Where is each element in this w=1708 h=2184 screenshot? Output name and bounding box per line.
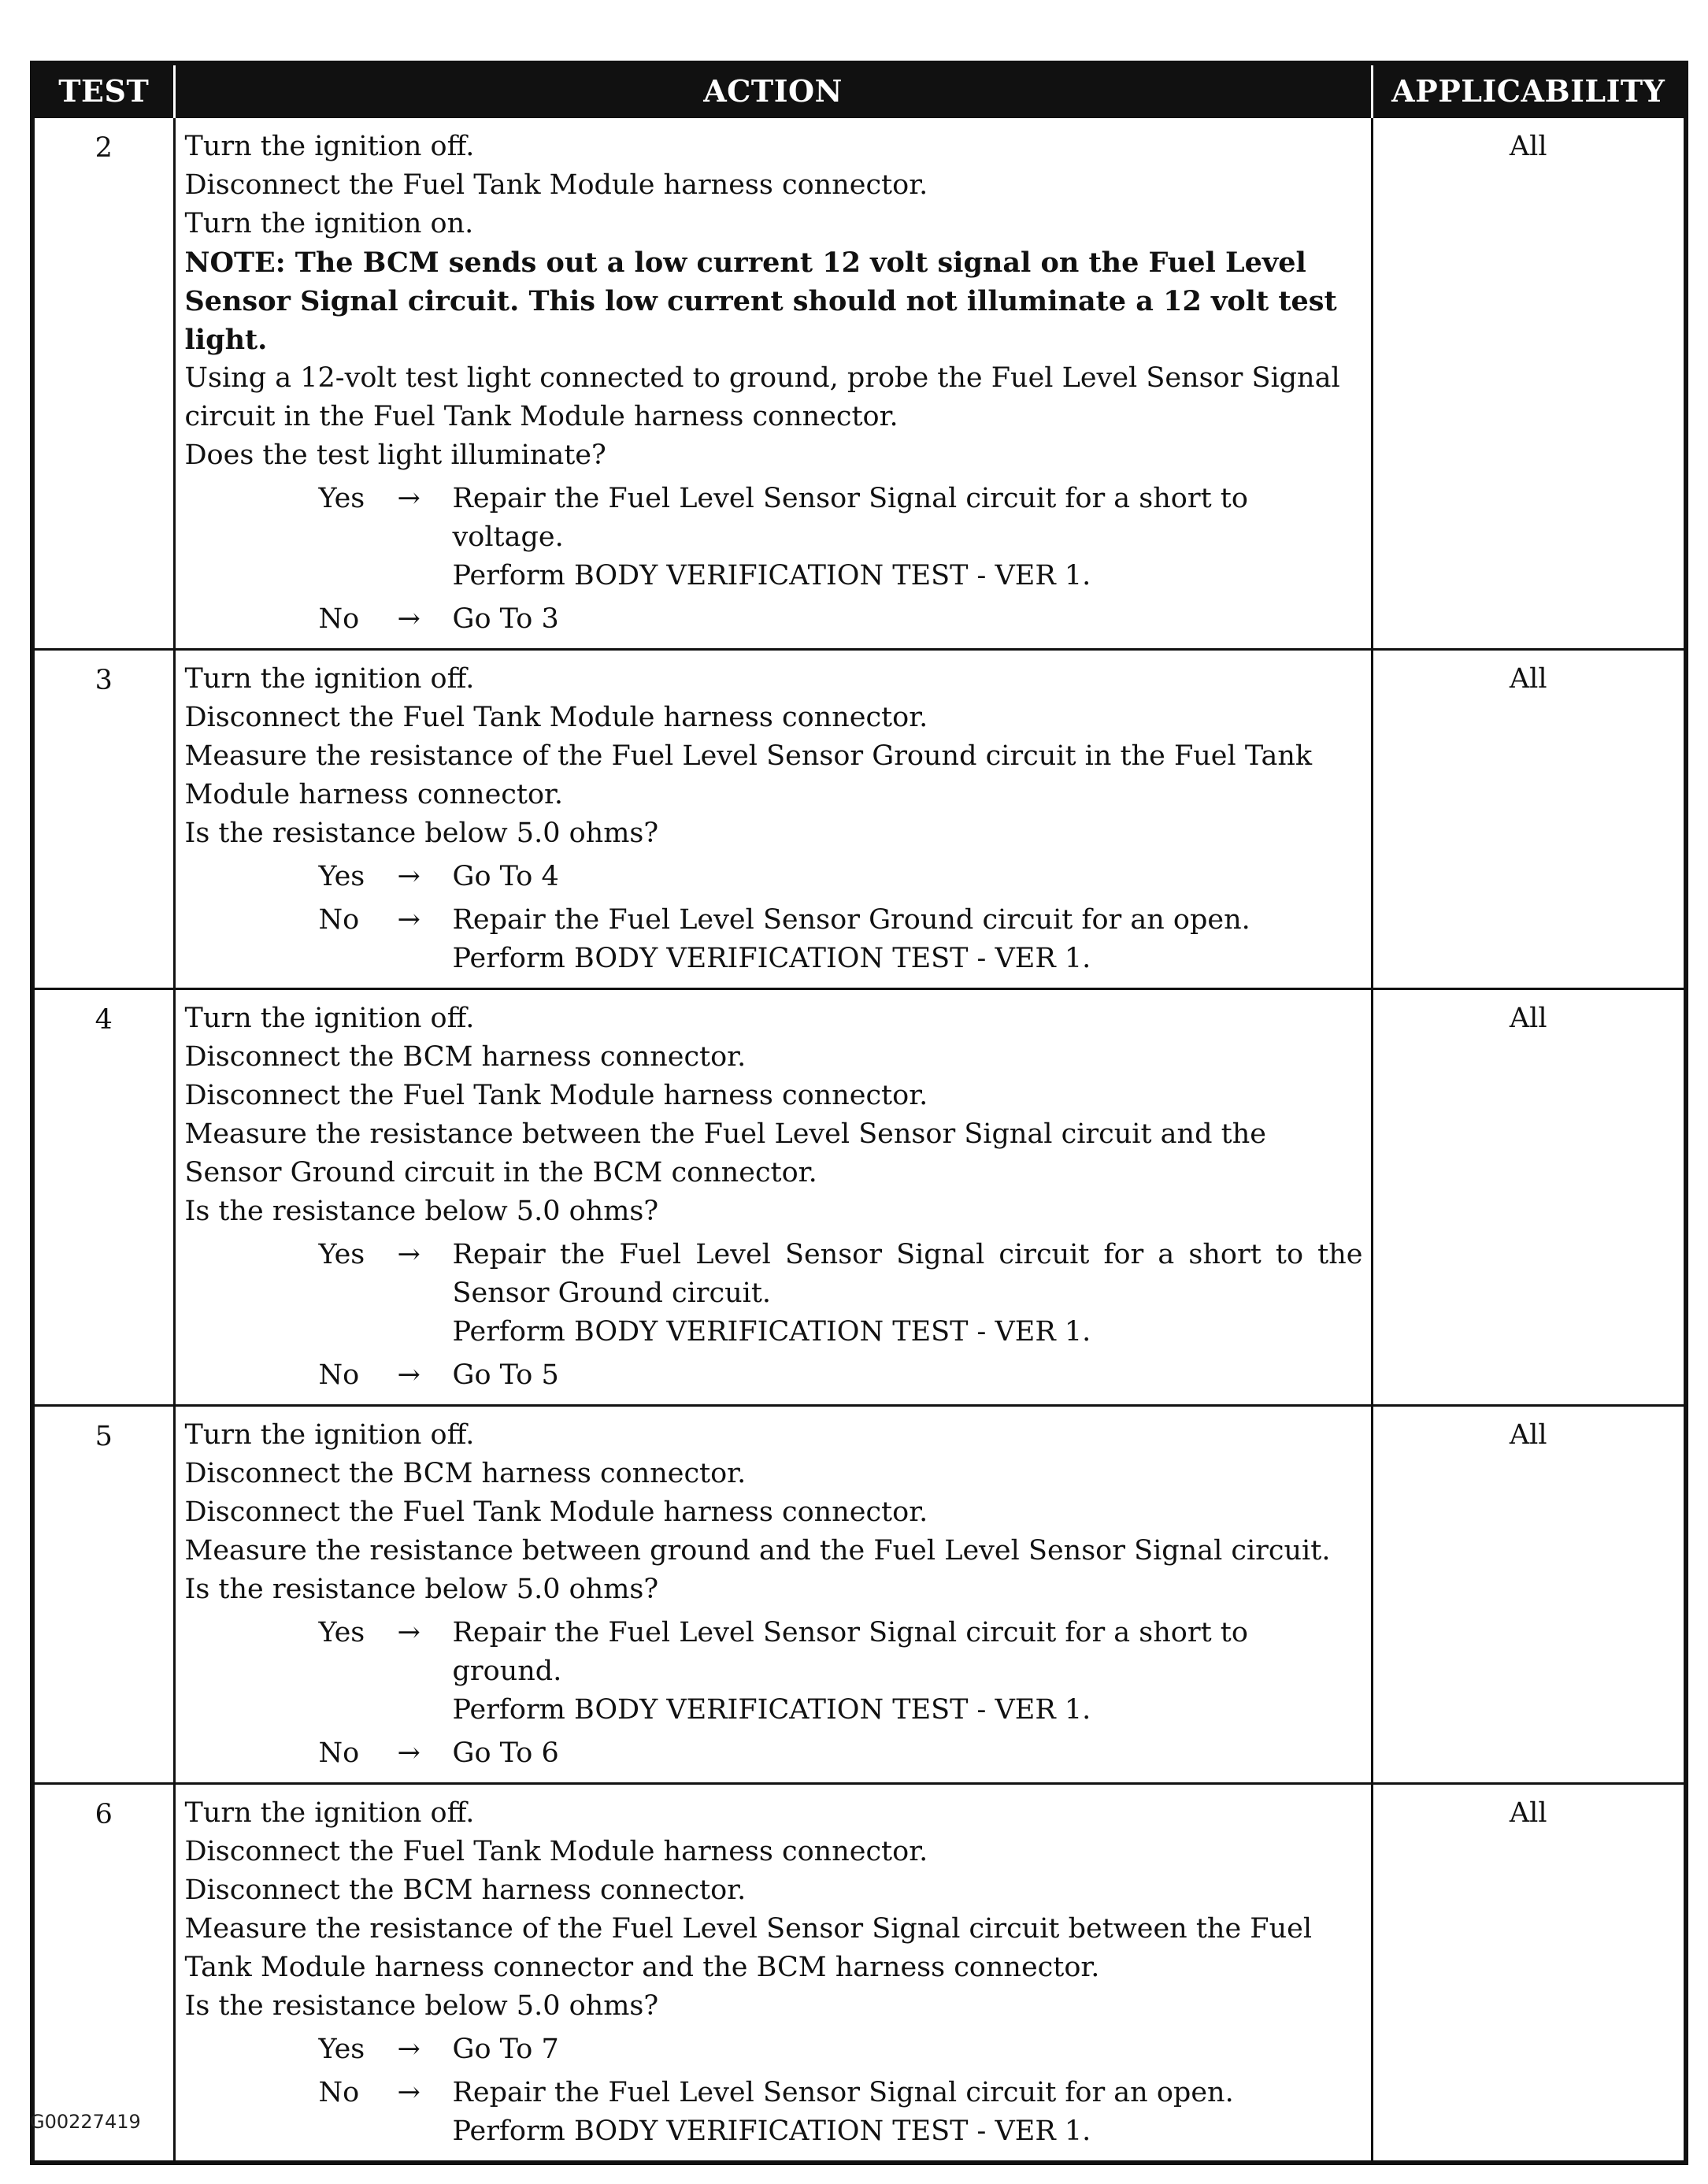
header-applicability: APPLICABILITY (1372, 63, 1686, 117)
table-header (32, 63, 1686, 117)
applicability: All (1372, 650, 1686, 989)
action-step: Using a 12-volt test light connected to ground, probe the Fuel Level Sensor Signal circuit in the Fuel Tank Module harness connector. (184, 362, 1340, 432)
outcome-label: Yes (318, 1617, 365, 1648)
outcome-yes (185, 858, 1363, 896)
action-step: Disconnect the Fuel Tank Module harness connector. (184, 702, 928, 733)
outcome-yes (185, 1614, 1363, 1730)
diagnostic-test-table (30, 61, 1688, 2165)
outcomes (185, 858, 1363, 978)
action-step: Disconnect the Fuel Tank Module harness connector. (184, 1496, 928, 1528)
outcome-result (453, 480, 1363, 595)
outcome-result (453, 1734, 1363, 1773)
action-step: Does the test light illuminate? (184, 439, 606, 471)
table-row (32, 650, 1686, 989)
outcome-no (185, 600, 1363, 639)
outcome-label: No (318, 1359, 360, 1391)
action-step: Is the resistance below 5.0 ohms? (184, 1196, 659, 1227)
outcome-no (185, 901, 1363, 978)
outcome-label: Yes (318, 861, 365, 892)
outcome-result-line: Go To 4 (452, 861, 559, 892)
action-step: Measure the resistance between the Fuel Level Sensor Signal circuit and the Sensor Ground circuit in the BCM connector. (184, 1118, 1266, 1188)
arrow-icon: → (397, 904, 421, 936)
outcome-yes (185, 2030, 1363, 2069)
test-number: 3 (32, 650, 174, 989)
outcome-result-line: Perform BODY VERIFICATION TEST - VER 1. (452, 560, 1091, 591)
outcome-result (453, 1236, 1363, 1352)
arrow-icon: → (397, 603, 421, 635)
action-step: Turn the ignition off. (184, 1419, 475, 1451)
outcome-result-line: Repair the Fuel Level Sensor Signal circuit for a short to the Sensor Ground circuit. (452, 1239, 1363, 1309)
action-step: Disconnect the BCM harness connector. (184, 1874, 747, 1906)
outcome-result-line: Repair the Fuel Level Sensor Signal circuit for a short to voltage. (452, 483, 1248, 553)
action-step: Turn the ignition off. (184, 1003, 475, 1034)
outcome-no (185, 1734, 1363, 1773)
action-step: Turn the ignition off. (184, 131, 475, 162)
applicability: All (1372, 117, 1686, 650)
outcome-result (453, 858, 1363, 896)
outcomes (185, 480, 1363, 639)
outcome-result-line: Go To 6 (452, 1737, 559, 1769)
applicability: All (1372, 1406, 1686, 1784)
action-cell (174, 1784, 1372, 2164)
outcome-no (185, 2074, 1363, 2151)
action-step: Turn the ignition off. (184, 1797, 475, 1829)
outcome-result-line: Perform BODY VERIFICATION TEST - VER 1. (452, 1316, 1091, 1348)
outcome-label: Yes (318, 483, 365, 514)
outcomes (185, 1236, 1363, 1395)
action-cell (174, 989, 1372, 1406)
outcome-result (453, 1356, 1363, 1395)
outcome-result-line: Perform BODY VERIFICATION TEST - VER 1. (452, 2115, 1091, 2147)
table-row (32, 1784, 1686, 2164)
outcome-result (453, 600, 1363, 639)
header-action: ACTION (174, 63, 1372, 117)
action-step: Measure the resistance of the Fuel Level Sensor Signal circuit between the Fuel Tank Module harness connector and the BCM harness connector. (184, 1913, 1313, 1983)
action-step: Disconnect the Fuel Tank Module harness connector. (184, 1836, 928, 1867)
test-number: 5 (32, 1406, 174, 1784)
action-step: Is the resistance below 5.0 ohms? (184, 1574, 659, 1605)
outcome-yes (185, 1236, 1363, 1352)
outcome-label: No (318, 904, 360, 936)
header-test: TEST (32, 63, 174, 117)
outcome-yes (185, 480, 1363, 595)
action-step: Is the resistance below 5.0 ohms? (184, 1990, 659, 2022)
table-body (32, 117, 1686, 2164)
action-step: Turn the ignition on. (184, 208, 474, 239)
action-note: NOTE: The BCM sends out a low current 12 volt signal on the Fuel Level Sensor Signal circuit. This low current should not illuminate a 12 volt test light. (184, 247, 1337, 356)
arrow-icon: → (397, 2034, 421, 2065)
figure-id: G00227419 (30, 2111, 141, 2133)
outcome-result (453, 2030, 1363, 2069)
test-number: 4 (32, 989, 174, 1406)
arrow-icon: → (397, 483, 421, 514)
test-number: 6 (32, 1784, 174, 2164)
action-step: Disconnect the BCM harness connector. (184, 1458, 747, 1489)
outcome-no (185, 1356, 1363, 1395)
diagnostic-test-sheet (30, 61, 1684, 2165)
applicability: All (1372, 1784, 1686, 2164)
arrow-icon: → (397, 861, 421, 892)
action-step: Disconnect the Fuel Tank Module harness connector. (184, 1080, 928, 1111)
outcome-result-line: Repair the Fuel Level Sensor Ground circuit for an open. (452, 904, 1250, 936)
outcomes (185, 1614, 1363, 1773)
outcome-label: No (318, 2077, 360, 2108)
outcome-label: No (318, 1737, 360, 1769)
arrow-icon: → (397, 1359, 421, 1391)
arrow-icon: → (397, 1239, 421, 1270)
outcome-result (453, 901, 1363, 978)
outcome-result-line: Go To 5 (452, 1359, 559, 1391)
table-row (32, 1406, 1686, 1784)
arrow-icon: → (397, 1737, 421, 1769)
action-step: Measure the resistance between ground and the Fuel Level Sensor Signal circuit. (184, 1535, 1331, 1567)
outcome-result-line: Perform BODY VERIFICATION TEST - VER 1. (452, 1694, 1091, 1726)
action-step: Is the resistance below 5.0 ohms? (184, 818, 659, 849)
action-step: Measure the resistance of the Fuel Level Sensor Ground circuit in the Fuel Tank Module harness connector. (184, 740, 1313, 810)
outcomes (185, 2030, 1363, 2151)
outcome-label: Yes (318, 2034, 365, 2065)
table-row (32, 117, 1686, 650)
outcome-result-line: Repair the Fuel Level Sensor Signal circuit for an open. (452, 2077, 1234, 2108)
outcome-result-line: Go To 7 (452, 2034, 559, 2065)
applicability: All (1372, 989, 1686, 1406)
table-row (32, 989, 1686, 1406)
arrow-icon: → (397, 2077, 421, 2108)
outcome-label: Yes (318, 1239, 365, 1270)
action-step: Disconnect the Fuel Tank Module harness connector. (184, 169, 928, 201)
test-number: 2 (32, 117, 174, 650)
arrow-icon: → (397, 1617, 421, 1648)
outcome-result (453, 1614, 1363, 1730)
outcome-result (453, 2074, 1363, 2151)
outcome-result-line: Perform BODY VERIFICATION TEST - VER 1. (452, 943, 1091, 974)
outcome-result-line: Go To 3 (452, 603, 559, 635)
action-step: Disconnect the BCM harness connector. (184, 1041, 747, 1073)
action-cell (174, 117, 1372, 650)
action-step: Turn the ignition off. (184, 663, 475, 695)
action-cell (174, 1406, 1372, 1784)
outcome-result-line: Repair the Fuel Level Sensor Signal circuit for a short to ground. (452, 1617, 1248, 1687)
action-cell (174, 650, 1372, 989)
header-row (32, 63, 1686, 117)
outcome-label: No (318, 603, 360, 635)
